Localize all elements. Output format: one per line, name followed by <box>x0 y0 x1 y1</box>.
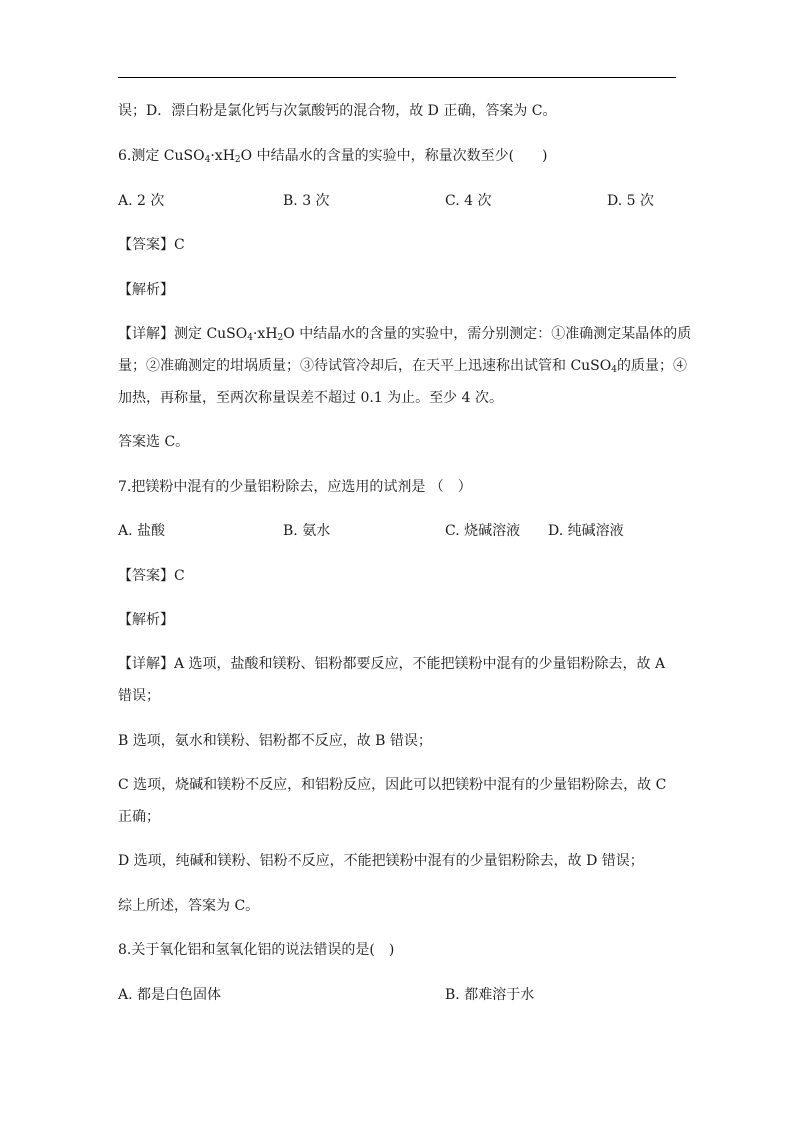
q6-option-a: A. 2 次 <box>118 193 165 209</box>
q7-detail-b: B 选项，氨水和镁粉、铝粉都不反应，故 B 错误； <box>118 733 432 749</box>
q7-detail-c-line-2: 正确； <box>118 809 160 825</box>
q6-detail-line-2: 量；②准确测定的坩埚质量；③待试管冷却后，在天平上迅速称出试管和 CuSO$_4$的质量；④ <box>118 358 687 375</box>
q6-option-b: B. 3 次 <box>283 193 330 209</box>
q7-option-d: D. 纯碱溶液 <box>548 523 624 539</box>
q6-detail-line-1: 【详解】测定 $CuSO_4\cdot xH_2O$ 中结晶水的含量的实验中，需分别测定：①准确测定某晶体的质 <box>118 326 692 343</box>
q7-detail-c-line-1: C 选项，烧碱和镁粉不反应，和铝粉反应，因此可以把镁粉中混有的少量铝粉除去，故 C <box>118 777 667 793</box>
q7-analysis-heading: 【解析】 <box>118 612 174 628</box>
q7-option-a: A. 盐酸 <box>118 523 166 539</box>
q5-explanation-tail: 误；D．漂白粉是氯化钙与次氯酸钙的混合物，故 D 正确，答案为 C。 <box>118 103 557 119</box>
q6-answer: 【答案】C <box>118 237 185 253</box>
q8-option-b: B. 都难溶于水 <box>445 987 535 1003</box>
q7-stem: 7.把镁粉中混有的少量铝粉除去，应选用的试剂是 （ ） <box>118 479 472 495</box>
q7-detail-a-line-2: 错误； <box>118 688 160 704</box>
q6-detail-line-3: 加热，再称量，至两次称量误差不超过 0.1 为止。至少 4 次。 <box>118 390 503 406</box>
q7-detail-d: D 选项，纯碱和镁粉、铝粉不反应，不能把镁粉中混有的少量铝粉除去，故 D 错误； <box>118 853 644 869</box>
header-rule <box>118 77 676 78</box>
q8-stem: 8.关于氧化铝和氢氧化铝的说法错误的是( ) <box>118 942 395 958</box>
q7-answer: 【答案】C <box>118 568 185 584</box>
q7-option-c: C. 烧碱溶液 <box>445 523 521 539</box>
q6-option-c: C. 4 次 <box>445 193 492 209</box>
q6-option-d: D. 5 次 <box>607 193 654 209</box>
q6-conclusion: 答案选 C。 <box>118 434 190 450</box>
q6-stem: 6.测定 $CuSO_4\cdot xH_2O$ 中结晶水的含量的实验中，称量次数至少( ) <box>118 148 548 165</box>
q7-summary: 综上所述，答案为 C。 <box>118 898 260 914</box>
q6-analysis-heading: 【解析】 <box>118 282 174 298</box>
q7-detail-a-line-1: 【详解】A 选项，盐酸和镁粉、铝粉都要反应，不能把镁粉中混有的少量铝粉除去，故 A <box>118 656 666 672</box>
q7-option-b: B. 氨水 <box>283 523 331 539</box>
q8-option-a: A. 都是白色固体 <box>118 987 222 1003</box>
